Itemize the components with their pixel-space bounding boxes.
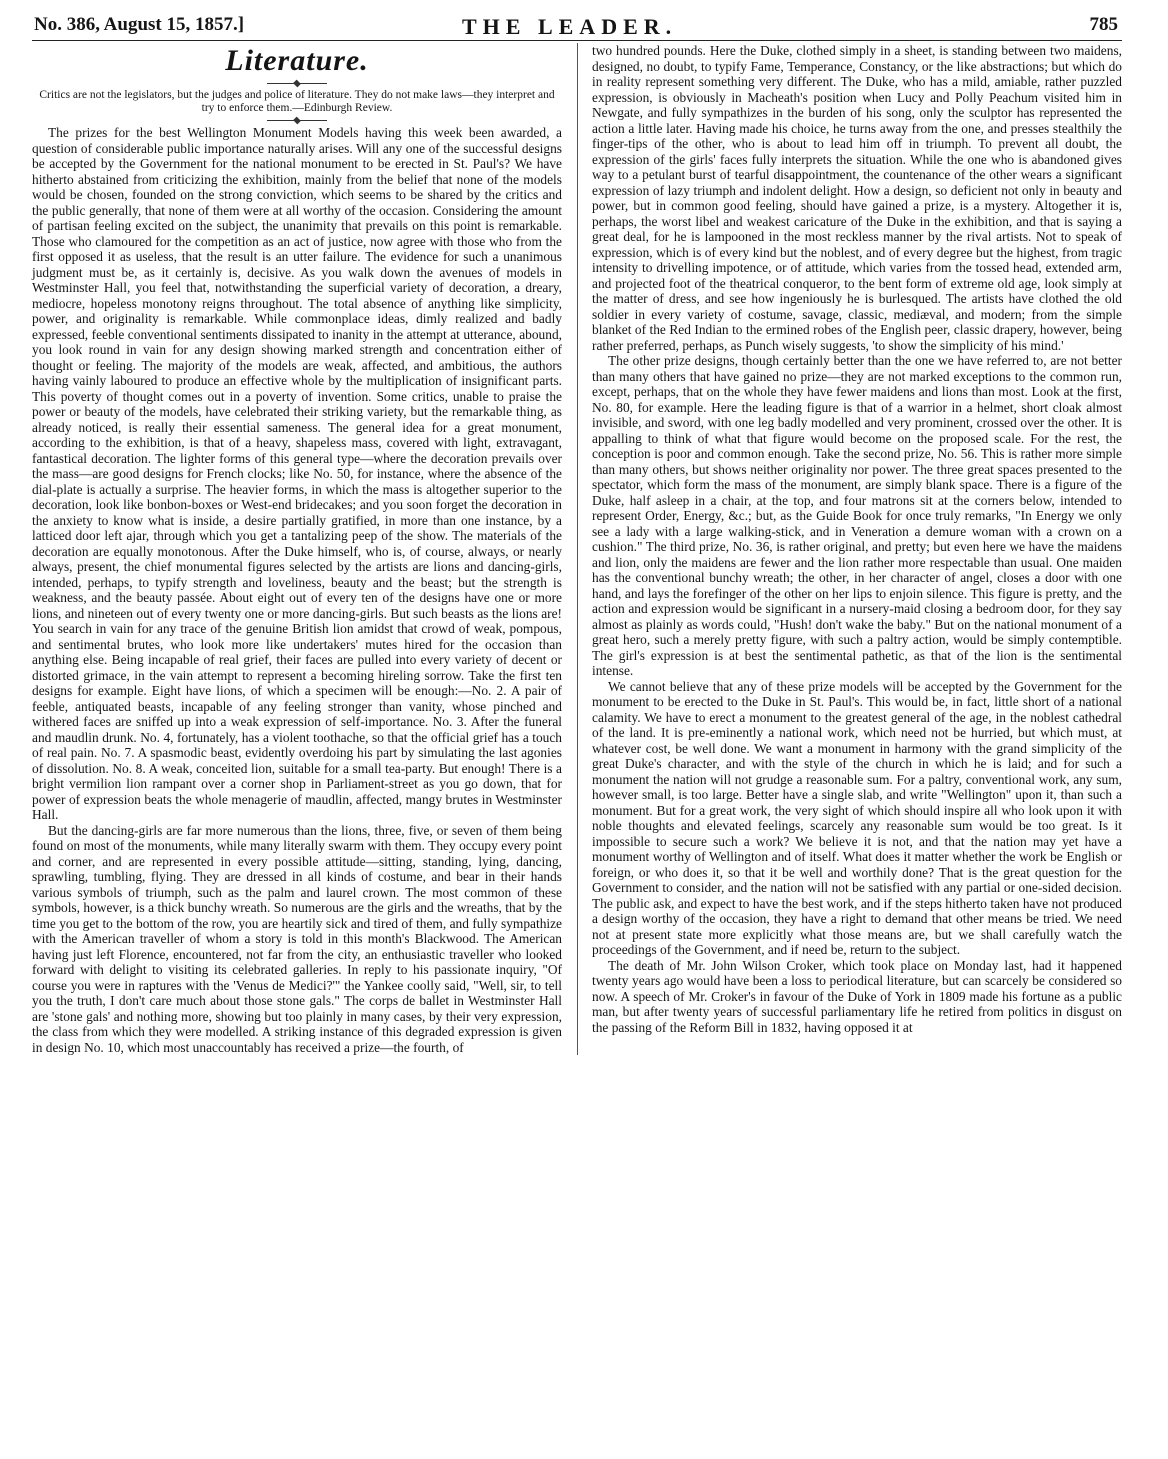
paragraph: We cannot believe that any of these prize models will be accepted by the Government for the monument to be erected to the Duke in St. Paul's. This would be, in fact, little short of a national calamity. We have to erect a monument to the greatest general of the age, in the noblest cathedral of the land. It is pre-eminently a national work, which need not be hurried, but which must, at whatever cost, be well done. We want a monument in harmony with the grand simplicity of the great Duke's character, and with the style of the church in which he is laid; and for such a monument the nation will not grudge a reasonable sum. For a paltry, conventional work, any sum, however small, is too large. Better have a single slab, and write "Wellington" upon it, than such a monument. But for a great work, the very sight of which should inspire all who look upon it with noble thoughts and elevated feelings, scarcely any reasonable sum would be too great. Is it impossible to secure such a work? We believe it is not, and that the nation may yet have a monument worthy of Wellington and of itself. What does it matter whether the work be English or foreign, or who does it, so that it be well and worthily done? That is the great question for the Government to consider, and the nation will not be satisfied with any partial or one-sided decision. The public ask, and expect to have the best work, and if the steps hitherto taken have not produced a design worthy of the occasion, they have a right to demand that other means be tried. We need not at present state more explicitly what those means are, but we shall carefully watch the proceedings of the Government, and if need be, return to the subject. [592, 678, 1122, 957]
masthead [32, 6, 1122, 41]
ornament-rule [267, 116, 327, 125]
article-columns [32, 43, 1122, 1055]
section-motto: Critics are not the legislators, but the judges and police of literature. They do not make laws—they interpret and try to enforce them.—Edinburgh Review. [39, 89, 555, 114]
left-column [32, 43, 562, 1055]
newspaper-title: THE LEADER. [462, 14, 678, 39]
paragraph: The death of Mr. John Wilson Croker, which took place on Monday last, had it happened twenty years ago would have been a loss to periodical literature, but can scarcely be considered so now. A speech of Mr. Croker's in favour of the Duke of York in 1809 made his fortune as a public man, but after twenty years of successful parliamentary life he retired from politics in disgust on the passing of the Reform Bill in 1832, having opposed it at [592, 957, 1122, 1035]
section-title: Literature. [225, 44, 369, 77]
paragraph: The prizes for the best Wellington Monument Models having this week been awarded, a question of considerable public importance naturally arises. Will any one of the successful designs be accepted by the Government for the national monument to be erected in St. Paul's? We have hitherto abstained from criticizing the exhibition, mainly from the belief that none of the models would be chosen, founded on the strong conviction, which seems to be shared by the critics and the public generally, that none of them were at all worthy of the occasion. Considering the amount of partisan feeling excited on the subject, the unanimity that prevails on this point is remarkable. Those who clamoured for the competition as an act of justice, now agree with those who from the first opposed it as useless, that the result is an utter failure. The evidence for such a unanimous judgment must be, as it certainly is, decisive. As you walk down the avenues of models in Westminster Hall, you feel that, notwithstanding the superficial variety of decoration, a dreary, mediocre, hopeless monotony reigns throughout. The total absence of anything like simplicity, power, and originality is remarkable. While commonplace ideas, dimly realized and badly expressed, feeble conventional sentiments dissipated to inanity in the attempt at utterance, abound, you look round in vain for any design showing marked strength and concentration either of thought or feeling. The majority of the models are weak, affected, and ambitious, the authors having vainly laboured to produce an effective whole by the multiplication of insignificant parts. This poverty of thought comes out in a poverty of invention. Some critics, unable to praise the power or beauty of the models, have celebrated their striking variety, but the remarkable thing, as already noticed, is really their essential sameness. The general idea for a great monument, according to the exhibition, is that of a heavy, shapeless mass, covered with light, extravagant, fantastical decoration. The lighter forms of this general type—where the decoration prevails over the mass—are good designs for French clocks; like No. 50, for instance, where the absence of the dial-plate is actually a surprise. The heavier forms, in which the mass is altogether superior to the decoration, look like bonbon-boxes or West-end bridecakes; and you soon forget the decoration in the anxiety to know what is inside, a desire partially gratified, in more than one instance, by a latticed door left ajar, through which you get a tantalizing peep of the show. The materials of the decoration are equally monotonous. After the Duke himself, who is, of course, always, or nearly always, present, the chief monumental figures selected by the artists are lions and dancing-girls, intended, perhaps, to typify strength and loveliness, beauty and the beast; but the strength is weakness, and the beauty passée. About eight out of every ten of the designs have one or more lions, and nineteen out of every twenty one or more dancing-girls. But such beasts as the lions are! You search in vain for any trace of the genuine British lion amidst that crowd of weak, pompous, and sentimental brutes, who look more like undertakers' mutes hired for the occasion than anything else. Being incapable of real grief, their faces are pulled into every variety of decent or distorted grimace, in the vain attempt to represent a becoming hireling sorrow. Take the first ten designs for example. Eight have lions, of which a specimen will be enough:—No. 2. A pair of feeble, antiquated beasts, incapable of any feeling stronger than vanity, whose pinched and withered faces are sniffed up into a weak expression of self-importance. No. 3. After the funeral and maudlin drunk. No. 4, fortunately, has a violent toothache, so that the official grief has a touch of real pain. No. 7. A spasmodic beast, evidently overdoing his part by simulating the last agonies of dissolution. No. 8. A weak, conceited lion, suitable for a small tea-party. But enough! There is a bright vermilion lion rampant over a corner shop in Parliament-street as you go down, that for power of expression beats the whole menagerie of maudlin, affected, mangy brutes in Westminster Hall. [32, 125, 562, 822]
paragraph: But the dancing-girls are far more numerous than the lions, three, five, or seven of them being found on most of the monuments, while many literally swarm with them. They occupy every point and corner, and are represented in every possible attitude—sitting, standing, lying, dancing, sprawling, tumbling, flying. They are dressed in all kinds of costume, and bear in their hands various symbols of triumph, such as the palm and laurel crown. The most common of these symbols, however, is a thick bunchy wreath. So numerous are the girls and the wreaths, that by the time you get to the bottom of the row, you are heartily sick and tired of them, and fully sympathize with the American traveller of whom a story is told in this month's Blackwood. The American having just left Florence, encountered, not far from the city, an enthusiastic traveller who looked forward with delight to visiting its celebrated galleries. In reply to his passionate inquiry, "Of course you were in raptures with the 'Venus de Medici?'" the Yankee coolly said, "Well, sir, to tell you the truth, I don't care much about those stone gals." The corps de ballet in Westminster Hall are 'stone gals' and nothing more, showing but too plainly in many cases, by their very expression, the class from which they were modelled. A striking instance of this degraded expression is given in design No. 10, which most unaccountably has received a prize—the fourth, of [32, 822, 562, 1055]
paragraph: two hundred pounds. Here the Duke, clothed simply in a sheet, is standing between two maidens, designed, no doubt, to typify Fame, Temperance, Constancy, or the like abstractions; but which do in reality represent something very different. The Duke, who has a mild, amiable, rather puzzled expression, is obviously in Macheath's position when Lucy and Polly Peachum visited him in Newgate, and fully sympathizes in the burden of his song, only the sculptor has represented the action a little later. Having made his choice, he turns away from the one, and presses stealthily the finger-tips of the other, who is about to lead him off in triumph. To prevent all doubt, the expression of the girls' faces fully interprets the situation. While the one who is abandoned gives way to a petulant burst of tearful disappointment, the countenance of the other wears a significant expression of lazy triumph and indolent delight. How a design, so deficient not only in beauty and power, but in common good feeling, should have gained a prize, is a mystery. Altogether it is, perhaps, the worst libel and weakest caricature of the Duke in the exhibition, and that is saying a great deal, for he is lampooned in the most reckless manner by the rival artists. Not to speak of expression, which is of every kind but the noblest, and of every degree but the highest, from tragic intensity to drivelling impotence, or of attitude, which varies from the tossed head, extended arm, and projected foot of the theatrical conqueror, to the bent form of extreme old age, look simply at the matter of dress, and see how ingeniously he is burlesqued. The artists have clothed the old soldier in every variety of costume, savage, classic, mediæval, and modern; from the simple blanket of the Red Indian to the ermined robes of the English peer, classic drapery, however, being rather preferred, perhaps, as Punch wisely suggests, 'to show the simplicity of his mind.' [592, 43, 1122, 353]
paragraph: The other prize designs, though certainly better than the one we have referred to, are not better than many others that have gained no prize—they are not marked exceptions to the common run, except, perhaps, that on the whole they have fewer maidens and lions than most. Look at the first, No. 80, for example. Here the leading figure is that of a warrior in a helmet, short cloak almost invisible, and sword, with one leg badly modelled and very prominent, crossed over the other. It is appalling to think of what that figure would become on the proposed scale. For the rest, the conception is poor and common enough. Take the second prize, No. 56. This is rather more simple than many others, but shows neither originality nor power. The three great spaces presented to the spectator, which form the mass of the monument, are simply blank space. There is a figure of the Duke, half asleep in a chair, at the top, and four matrons sit at the corners below, intended to represent Order, Energy, &c.; but, as the Guide Book for once truly remarks, "In Energy we only see a lady with a large walking-stick, and in Veneration a demure woman with a crown on a cushion." The third prize, No. 36, is rather original, and pretty; but even here we have the maidens and lion, only the maidens are fewer and the lion rather more respectable than usual. One maiden has the conventional bunchy wreath; the other, in her character of angel, closes a door with one hand, and lays the forefinger of the other on her lips to enjoin silence. This figure is pretty, and the action and expression would be significant in a nursery-maid closing a bedroom door, for they say almost as plainly as words could, "Hush! don't wake the baby." But on the national monument of a great hero, such a merely pretty figure, with such a paltry action, would be simply contemptible. The girl's expression is at best the sentimental pathetic, as that of the lion is the sentimental intense. [592, 353, 1122, 678]
column-divider [577, 43, 578, 1055]
issue-date: No. 386, August 15, 1857.] [34, 14, 245, 35]
ornament-rule [267, 79, 327, 88]
right-column [592, 43, 1122, 1055]
page-number: 785 [1089, 14, 1118, 35]
